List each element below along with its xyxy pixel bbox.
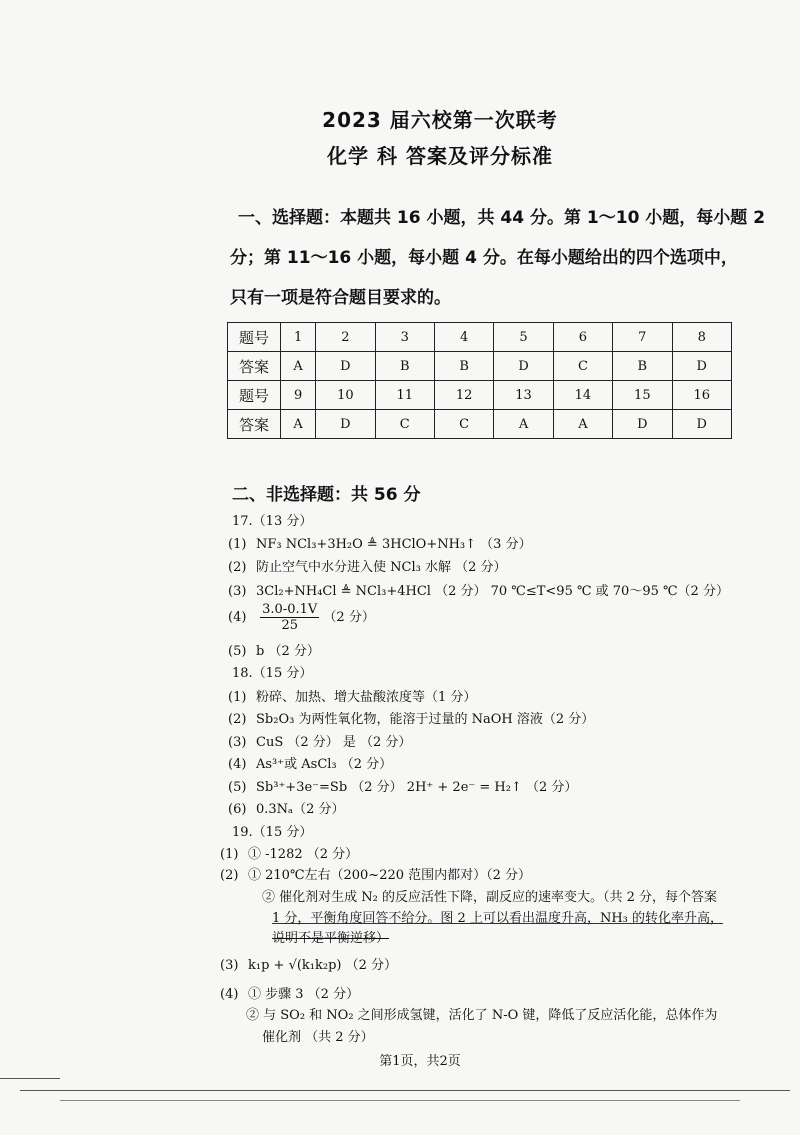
scan-artifact-line: [60, 1100, 740, 1101]
q19-part4-sub2-cont: 催化剂 （共 2 分）: [262, 1030, 374, 1045]
part-number: (2): [228, 560, 247, 575]
q19-part3: [220, 954, 397, 973]
table-cell: A: [281, 352, 316, 381]
table-cell: 12: [434, 381, 493, 410]
fraction-expression: [260, 602, 319, 633]
answer-table: [227, 322, 732, 439]
answer-text: NF₃ NCl₃+3H₂O ≜ 3HClO+NH₃↑ （3 分）: [256, 537, 532, 552]
answer-text: 3Cl₂+NH₄Cl ≜ NCl₃+4HCl （2 分） 70 ℃≤T<95 ℃ 或 70～95 ℃（2 分）: [256, 584, 729, 599]
fraction-numerator: 3.0-0.1V: [262, 602, 318, 617]
table-label-answer: 答案: [228, 352, 281, 381]
table-cell: 6: [553, 323, 612, 352]
exam-title: 2023 届六校第一次联考: [322, 108, 558, 132]
q17-part1: [228, 533, 532, 552]
section1-line1: 一、选择题：本题共 16 小题，共 44 分。第 1～10 小题，每小题 2: [238, 208, 766, 228]
table-cell: A: [494, 410, 553, 439]
exam-subtitle: 化学 科 答案及评分标准: [327, 144, 553, 168]
answer-text: k₁p + √(k₁k₂p) （2 分）: [248, 958, 398, 973]
table-cell: 13: [494, 381, 553, 410]
part-number: (1): [220, 847, 239, 862]
table-label-question: 题号: [228, 323, 281, 352]
page-number: 第1页，共2页: [379, 1054, 461, 1069]
table-cell: D: [613, 410, 672, 439]
part-number: (2): [220, 868, 239, 883]
q17-part5: [228, 640, 320, 659]
part-number: (3): [220, 958, 239, 973]
table-row: [228, 381, 732, 410]
q17-part4: [228, 602, 375, 633]
part-number: (5): [228, 644, 247, 659]
section2-heading: 二、非选择题：共 56 分: [232, 485, 421, 505]
part-number: (3): [228, 584, 247, 599]
q17-heading: 17.（13 分）: [232, 514, 313, 529]
part-number: (4): [228, 757, 247, 772]
table-row: [228, 410, 732, 439]
answer-text: 0.3Nₐ（2 分）: [256, 802, 345, 817]
table-cell: C: [375, 410, 434, 439]
part-number: (4): [228, 610, 247, 625]
section1-line2: 分；第 11～16 小题，每小题 4 分。在每小题给出的四个选项中，: [230, 248, 738, 268]
answer-text: b （2 分）: [256, 644, 320, 659]
scan-artifact-line: [0, 1078, 60, 1079]
table-cell: D: [672, 410, 731, 439]
part-number: (3): [228, 735, 247, 750]
q18-part2: [228, 708, 594, 727]
q18-part1: [228, 686, 476, 705]
table-cell: C: [434, 410, 493, 439]
table-cell: A: [553, 410, 612, 439]
table-cell: B: [434, 352, 493, 381]
fraction-denominator: 25: [281, 618, 298, 633]
table-cell: 15: [613, 381, 672, 410]
table-cell: 4: [434, 323, 493, 352]
score-text: （2 分）: [323, 610, 375, 625]
part-number: (4): [220, 987, 239, 1002]
table-cell: 14: [553, 381, 612, 410]
part-number: (1): [228, 537, 247, 552]
part-number: (6): [228, 802, 247, 817]
part-number: (1): [228, 690, 247, 705]
table-cell: 1: [281, 323, 316, 352]
q19-part2-handwritten-note: 1 分，平衡角度回答不给分。图 2 上可以看出温度升高，NH₃ 的转化率升高，: [272, 911, 723, 926]
table-cell: 7: [613, 323, 672, 352]
answer-text: ① -1282 （2 分）: [248, 847, 359, 862]
q18-part6: [228, 798, 344, 817]
q19-part2-handwritten-note-end: 说明不是平衡逆移）: [272, 931, 390, 946]
q19-part2-sub2: ② 催化剂对生成 N₂ 的反应活性下降，副反应的速率变大。（共 2 分，每个答案: [262, 890, 718, 905]
table-cell: D: [316, 410, 375, 439]
q19-part4: [220, 983, 359, 1002]
table-cell: B: [375, 352, 434, 381]
q18-part5: [228, 776, 577, 795]
section1-line3: 只有一项是符合题目要求的。: [230, 288, 451, 308]
table-cell: D: [672, 352, 731, 381]
answer-text: Sb₂O₃ 为两性氧化物，能溶于过量的 NaOH 溶液（2 分）: [256, 712, 595, 727]
table-label-question: 题号: [228, 381, 281, 410]
table-cell: A: [281, 410, 316, 439]
q17-part2: [228, 556, 507, 575]
part-number: (2): [228, 712, 247, 727]
table-cell: D: [316, 352, 375, 381]
table-cell: 10: [316, 381, 375, 410]
answer-text: 粉碎、加热、增大盐酸浓度等（1 分）: [256, 690, 477, 705]
part-number: (5): [228, 780, 247, 795]
q17-part3: [228, 580, 729, 599]
answer-text: ① 步骤 3 （2 分）: [248, 987, 360, 1002]
q19-part1: [220, 843, 358, 862]
table-cell: 2: [316, 323, 375, 352]
answer-text: CuS （2 分） 是 （2 分）: [256, 735, 412, 750]
scan-artifact-line: [20, 1090, 790, 1091]
answer-text: Sb³⁺+3e⁻=Sb （2 分） 2H⁺ + 2e⁻ = H₂↑ （2 分）: [256, 780, 578, 795]
answer-text: ① 210℃左右（200~220 范围内都对）（2 分）: [248, 868, 532, 883]
table-cell: 8: [672, 323, 731, 352]
table-cell: 16: [672, 381, 731, 410]
q19-heading: 19.（15 分）: [232, 825, 313, 840]
table-cell: 11: [375, 381, 434, 410]
table-cell: 5: [494, 323, 553, 352]
table-row: [228, 352, 732, 381]
q18-heading: 18.（15 分）: [232, 666, 313, 681]
table-cell: 9: [281, 381, 316, 410]
section1-instructions: [230, 198, 766, 318]
q18-part3: [228, 731, 411, 750]
table-row: [228, 323, 732, 352]
q19-part2: [220, 864, 531, 883]
table-cell: C: [553, 352, 612, 381]
table-cell: B: [613, 352, 672, 381]
answer-text: As³⁺或 AsCl₃ （2 分）: [256, 757, 393, 772]
table-label-answer: 答案: [228, 410, 281, 439]
table-cell: 3: [375, 323, 434, 352]
table-cell: D: [494, 352, 553, 381]
answer-text: 防止空气中水分进入使 NCl₃ 水解 （2 分）: [256, 560, 507, 575]
q18-part4: [228, 753, 392, 772]
q19-part4-sub2: ② 与 SO₂ 和 NO₂ 之间形成氢键，活化了 N-O 键，降低了反应活化能，总体作为: [246, 1008, 718, 1023]
